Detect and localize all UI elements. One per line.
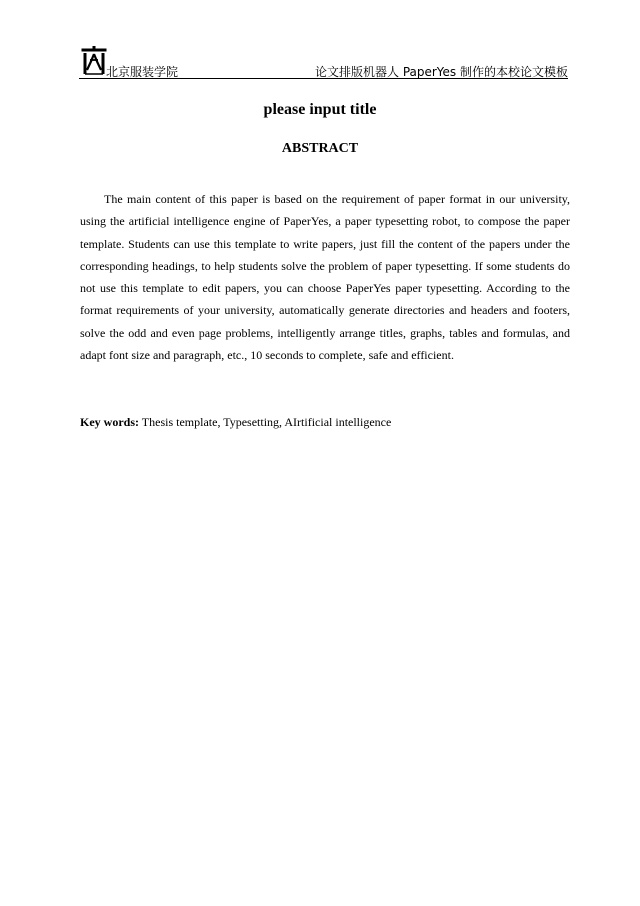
keywords-line	[80, 411, 570, 433]
header-institution-name: 北京服装学院	[106, 65, 179, 79]
keywords-label: Key words:	[80, 415, 139, 429]
header-divider	[79, 78, 568, 79]
abstract-heading: ABSTRACT	[281, 141, 359, 156]
paper-title: please input title	[263, 101, 377, 118]
page-header	[79, 42, 568, 80]
abstract-paragraph: The main content of this paper is based on the requirement of paper format in our university, using the artificial intelligence engine of PaperYes, a paper typesetting robot, to compose the paper template. Students can use this template to write papers, just fill the content of the papers under the corresponding headings, to help students solve the problem of paper typesetting. If some students do not use this template to edit papers, you can choose PaperYes paper typesetting. According to the format requirements of your university, automatically generate directories and headers and footers, solve the odd and even page problems, intelligently arrange titles, graphs, tables and formulas, and adapt font size and paragraph, etc., 10 seconds to complete, safe and efficient.	[80, 192, 570, 363]
keywords-text: Thesis template, Typesetting, AIrtificial intelligence	[141, 415, 392, 429]
school-seal-icon	[79, 44, 109, 76]
header-template-caption: 论文排版机器人 PaperYes 制作的本校论文模板	[315, 65, 568, 79]
